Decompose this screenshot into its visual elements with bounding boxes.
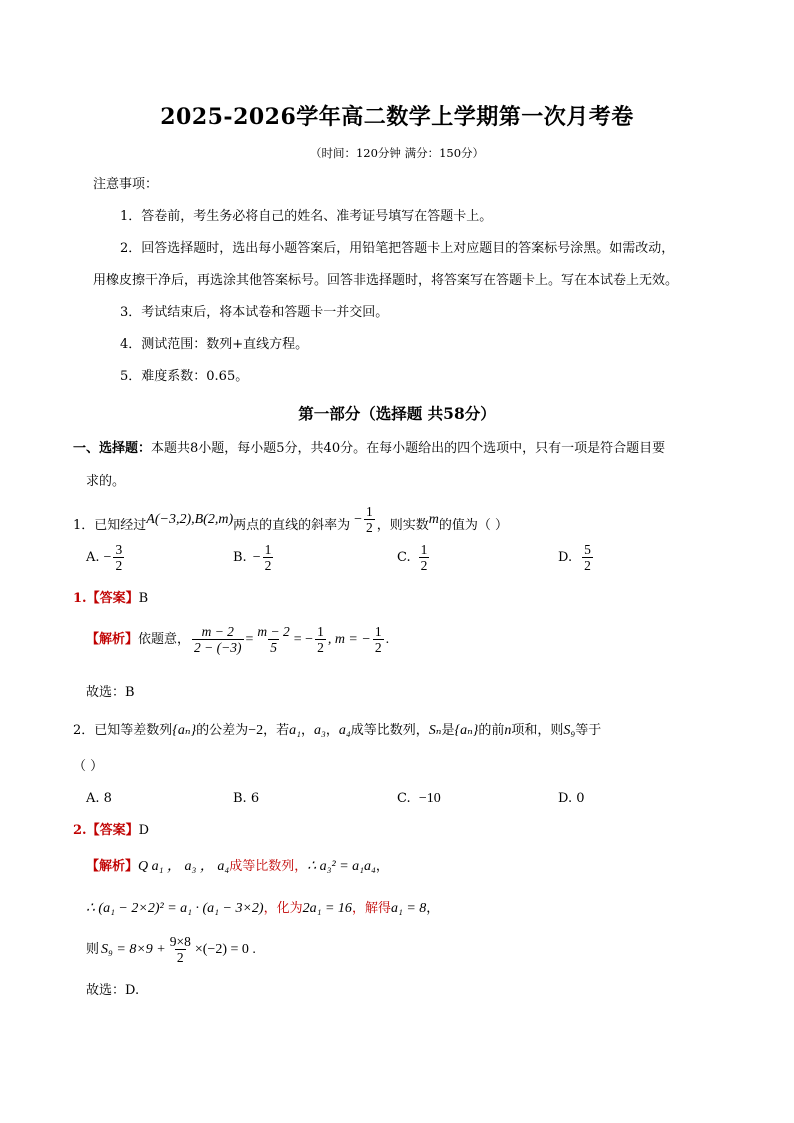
q2-final: 故选：D. [86,983,140,998]
q1-option-a-num: 3 [115,542,123,557]
q1-mid: , m = − [327,631,371,647]
q1-option-b-sign: − [252,549,261,565]
q2-seq: {aₙ} [172,723,197,738]
q1-option-c-num: 1 [420,542,428,557]
q1-answer [73,590,148,608]
q1-slope-den: 2 [366,520,373,535]
note-5: 5．难度系数：0.65。 [120,369,249,384]
q1-option-b-den: 2 [264,558,272,573]
q2-answer-value: D [138,823,150,838]
section-intro-label: 一、选择题： [73,441,152,456]
note-3: 3．考试结束后，将本试卷和答题卡一并交回。 [120,305,389,320]
exam-title: 2025-2026学年高二数学上学期第一次月考卷 [160,104,634,130]
q2-option-a-label: A. [86,791,100,806]
q1-option-d-num: 5 [584,542,591,557]
q2-analysis-label: 【解析】 [86,859,139,874]
q2-l2-text-2: ，解得 [351,901,391,916]
q1-option-a[interactable] [86,542,126,573]
q2-analysis-line-3 [86,934,256,965]
q1-frac-1-den: 2 − (−3) [194,640,242,655]
q1-text-4: 的值为（ ） [438,517,509,533]
q1-frac-3-num: 1 [317,624,324,639]
q2-option-a[interactable] [86,790,112,808]
q2-sn: Sₙ [428,723,442,738]
q2-comma-1: ， [300,723,314,738]
q2-text-1: 已知等差数列 [94,723,173,738]
q1-analysis-text: 依题意， [138,631,191,647]
q1-frac-3-den: 2 [317,640,324,655]
q2-number: 2． [73,723,95,738]
question-2 [73,722,601,740]
q2-option-c-label: C. [397,791,411,806]
q2-a4: a₄ [338,723,351,738]
q2-text-2: 的公差为 [196,723,249,738]
q2-l3-num: 9×8 [169,934,191,949]
q2-text-7: 项和，则 [511,723,564,738]
q2-comma-2: ， [325,723,339,738]
q2-text-5: 是 [441,723,455,738]
q1-text-2: 两点的直线的斜率为 [233,517,351,533]
q1-frac-3 [315,624,326,655]
note-1: 1．答卷前，考生务必将自己的姓名、准考证号填写在答题卡上。 [120,209,493,224]
q1-option-d-den: 2 [584,558,591,573]
q2-option-d-value: 0 [576,791,585,806]
q1-option-b[interactable] [233,542,275,573]
q1-option-a-fraction [113,542,124,573]
notes-heading: 注意事项： [93,177,159,192]
section-intro [73,440,665,458]
note-2b: 用橡皮擦干净后，再选涂其他答案标号。回答非选择题时，将答案写在答题卡上。写在本试卷上无效。 [93,273,679,288]
q1-frac-1-num: m − 2 [201,624,234,639]
q2-l2-end: ， [426,901,440,916]
q1-option-b-fraction [263,542,274,573]
q2-a3: a₃ [314,723,326,738]
q2-option-b[interactable] [233,790,259,808]
q2-option-d[interactable] [558,790,585,808]
q1-option-b-label: B. [233,549,247,565]
q2-l3-den: 2 [176,950,184,965]
q1-slope-fraction [364,504,375,535]
q2-text-4: 成等比数列， [350,723,429,738]
q2-l3-math-2: ×(−2) = 0 . [194,941,256,957]
q2-option-d-label: D. [558,791,573,806]
q2-paren: （ ） [73,759,104,774]
exam-subtitle: （时间：120分钟 满分：150分） [309,146,485,160]
q1-analysis [86,624,389,655]
q2-l3-text: 则 [86,941,100,957]
q2-analysis-line-2 [86,900,439,918]
q1-number: 1． [73,517,95,533]
q1-slope-num: 1 [366,504,373,519]
q1-option-c[interactable] [397,542,431,573]
q2-option-c-value: −10 [418,791,441,806]
q1-frac-1 [192,624,243,655]
q2-l1-math: Q a₁ ， a₃ ， a₄ [138,859,230,874]
q1-eq-2: = − [293,631,314,647]
q2-l2-math-2: 2a₁ = 16 [302,901,352,916]
q1-frac-2-den: 5 [270,640,277,655]
q1-frac-4 [373,624,384,655]
q2-option-a-value: 8 [103,791,112,806]
q1-frac-4-num: 1 [374,624,382,639]
q1-text-3: ，则实数 [376,517,429,533]
q2-answer [73,822,149,840]
section-title: 第一部分（选择题 共58分） [298,404,496,423]
q1-option-c-label: C. [397,549,411,565]
section-intro-cont: 求的。 [86,474,126,489]
q2-n: n [504,723,512,738]
section-intro-text: 本题共8小题，每小题5分，共40分。在每小题给出的四个选项中，只有一项是符合题目要 [151,441,666,456]
q2-l3-math: S₉ = 8×9 + [101,941,166,957]
q2-l3-fraction [168,934,193,965]
q2-l1-text: 成等比数列， [229,859,308,874]
q1-option-c-fraction [419,542,430,573]
q2-text-6: 的前 [478,723,505,738]
q1-frac-2 [255,624,291,655]
q2-s9: S₉ [563,723,576,738]
question-1 [73,504,509,541]
q1-slope-sign: − [354,511,363,527]
q1-option-a-den: 2 [115,558,123,573]
q1-frac-4-den: 2 [374,640,382,655]
q1-answer-value: B [138,591,149,606]
q2-l2-math: ∴ (a₁ − 2×2)² = a₁ · (a₁ − 3×2) [86,901,264,916]
q1-option-a-sign: − [103,549,112,565]
q1-frac-2-num: m − 2 [257,624,290,639]
q1-final: 故选：B [86,685,135,700]
q2-l1-math-2: ∴ a₃² = a₁a₄ [307,859,376,874]
q1-var: m [428,511,439,527]
q1-eq-1: = [245,631,254,647]
q2-option-b-value: 6 [250,791,260,806]
q2-option-b-label: B. [233,791,247,806]
q2-seq-2: {aₙ} [454,723,479,738]
q2-text-8: 等于 [575,723,602,738]
note-4: 4．测试范围：数列+直线方程。 [120,337,309,352]
q2-option-c[interactable] [397,790,441,808]
q2-d: −2 [248,723,264,738]
q1-analysis-label: 【解析】 [86,631,139,647]
q1-option-c-den: 2 [420,558,428,573]
q2-a1: a₁ [289,723,301,738]
q1-option-b-num: 1 [264,542,272,557]
q2-text-3: ，若 [263,723,290,738]
q2-l2-text-1: ，化为 [263,901,303,916]
note-2a: 2．回答选择题时，选出每小题答案后，用铅笔把答题卡上对应题目的答案标号涂黑。如需改动， [120,241,675,256]
q1-option-d-label: D. [558,549,573,565]
q2-answer-label: 2.【答案】 [73,823,139,838]
q1-option-d-fraction [582,542,593,573]
q2-analysis-line-1 [86,858,389,876]
q1-end: . [385,631,390,647]
q1-text-1: 已知经过 [94,517,147,533]
q1-answer-label: 1.【答案】 [73,591,139,606]
q1-option-d[interactable] [558,542,595,573]
q2-l1-end: ， [375,859,389,874]
q1-option-a-label: A. [86,549,100,565]
q2-l2-math-3: a₁ = 8 [390,901,427,916]
q1-points: A(−3,2),B(2,m) [146,511,234,527]
